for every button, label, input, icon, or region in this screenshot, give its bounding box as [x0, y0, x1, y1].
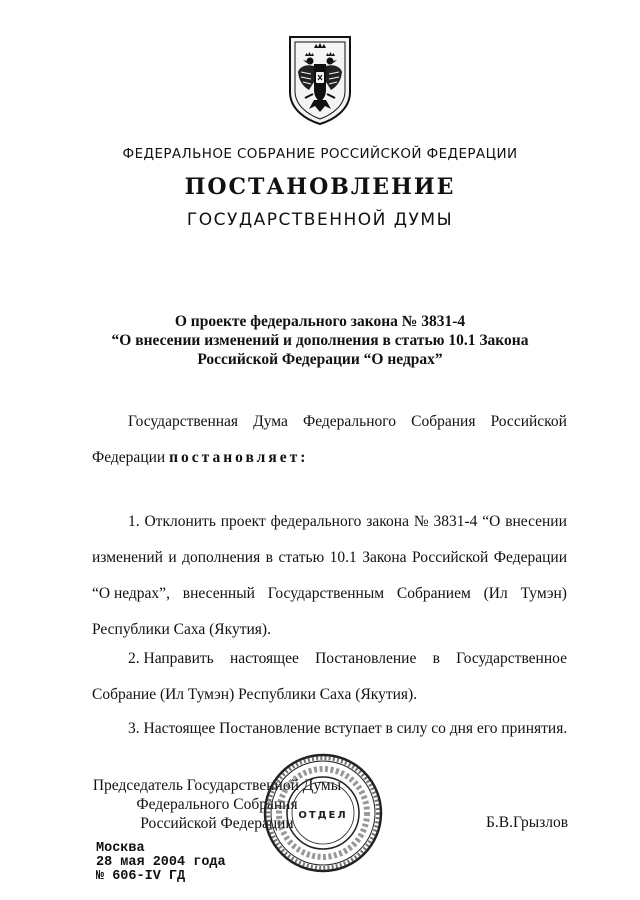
footer-city: Москва [96, 841, 145, 856]
document-type: ПОСТАНОВЛЕНИЕ [184, 174, 456, 200]
justified-line: Государственная Дума Федерального Собрания Российской [128, 413, 567, 430]
justified-line: изменений и дополнения в статью 10.1 Закона Российской Федерации [92, 549, 567, 566]
document-subject [0, 312, 640, 369]
item-2-paragraph [92, 641, 567, 713]
org-name: ФЕДЕРАЛЬНОЕ СОБРАНИЕ РОССИЙСКОЙ ФЕДЕРАЦИИ [122, 146, 518, 162]
document-footer [96, 842, 226, 884]
subject-line: “О внесении изменений и дополнения в статью 10.1 Закона [111, 332, 529, 349]
subject-line: Российской Федерации “О недрах” [197, 351, 443, 368]
signer-name: Б.В.Грызлов [486, 814, 569, 831]
document-subtitle: ГОСУДАРСТВЕННОЙ ДУМЫ [186, 210, 454, 230]
subject-line: О проекте федерального закона № 3831-4 [174, 313, 466, 330]
footer-number: № 606-IV ГД [96, 869, 186, 884]
item-1-paragraph [92, 504, 567, 648]
justified-line: 2. Направить настоящее Постановление в Государственное [128, 650, 567, 667]
paragraph-line: Федерации постановляет: [92, 449, 309, 466]
signatory-title: Председатель Государственной Думы Федерального Собрания Российской Федерации [92, 777, 342, 832]
footer-date: 28 мая 2004 года [96, 855, 226, 870]
paragraph-line: 3. Настоящее Постановление вступает в силу со дня его принятия. [128, 720, 568, 737]
coat-of-arms-emblem [287, 34, 353, 126]
preamble-paragraph [92, 404, 567, 476]
paragraph-line: Собрание (Ил Тумэн) Республики Саха (Якутия). [92, 686, 418, 703]
stamp-center-text: ОТДЕЛ [298, 810, 348, 821]
justified-line: “О недрах”, внесенный Государственным Собранием (Ил Тумэн) [92, 585, 567, 602]
emphasized-verb: постановляет: [169, 449, 309, 466]
paragraph-line: Республики Саха (Якутия). [92, 621, 271, 638]
justified-line: 1. Отклонить проект федерального закона № 3831-4 “О внесении [128, 513, 567, 530]
item-3-paragraph [92, 711, 567, 747]
official-stamp [262, 752, 384, 874]
